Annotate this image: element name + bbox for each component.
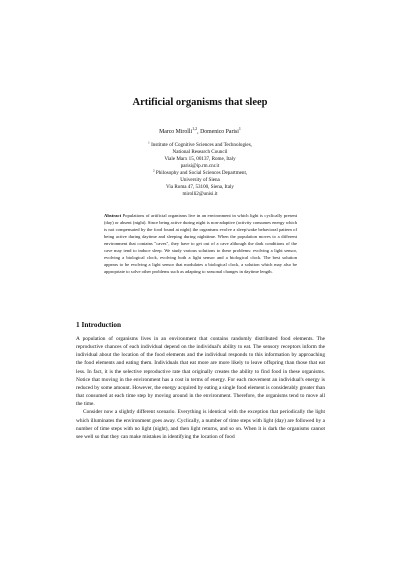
affiliation-email: parisi@ip.rm.cnr.it [180,163,220,169]
author-affiliation-mark: 1 [238,126,241,132]
author-line [0,126,400,136]
section-number: 1 [76,320,80,329]
affiliation-text: National Research Council [172,149,228,155]
affiliation-text: Philosophy and Social Sciences Department, [155,170,248,176]
affiliation-text: Institute of Cognitive Sciences and Technologies, [151,142,252,148]
affiliation-mark: 2 [152,168,155,173]
affiliation-line [0,149,400,156]
affiliation-line [0,156,400,163]
affiliation-line [0,170,400,177]
affiliation-text: Viale Marx 15, 00137, Rome, Italy [164,156,236,162]
author-separator: , [197,129,201,135]
body-paragraph: A population of organisms lives in an environment that contains randomly distributed food elements. The reproductive chances of each individual depend on the individual's ability to eat. The sensory receptors inform the individual about the location of the food elements and the individual responds to this information by approaching the food elements and eating them. Individuals that eat more are more likely to leave offspring than those that eat less. In fact, it is the selective reproductive rate that originally creates the ability to find food in these organisms. Notice that moving in the environment has a cost in terms of energy. For each movement an individual's energy is reduced by some amount. However, the energy acquired by eating a single food element is considerably greater than that consumed at each time step by moving around in the environment. Therefore, the organisms tend to move all the time. [76,336,325,408]
author-name: Marco Mirolli [159,129,193,135]
affiliation-email: mirolli2@unisi.it [182,191,218,197]
affiliation-mark: 1 [148,140,150,145]
abstract [104,213,297,276]
affiliations-block [0,142,400,198]
abstract-label: Abstract [104,213,122,218]
affiliation-line [0,191,400,198]
affiliation-line [0,184,400,191]
affiliation-text: Via Roma 47, 53100, Siena, Italy [166,184,234,190]
affiliation-line [0,177,400,184]
section-title: Introduction [81,320,122,329]
abstract-text: Populations of artificial organisms live in an environment in which light is cyclically present (day) or absent (night). Since being active during night is non-adaptive (activity consumes energy which is not compensated by the food found at night) the organisms evolve a sleep/wake behavioral pattern of being active during daytime and sleeping during nighttime. When the population moves to a different environment that contains "caves", they have to get out of a cave although the dark conditions of the cave may tend to induce sleep. We study various solutions to these problems: evolving a light sensor, evolving a biological clock, evolving both a light sensor and a biological clock. The best solution appears to be evolving a light sensor that modulates a biological clock, a solution which may also be appropriate to solve other problems such as adapting to seasonal changes in daytime length. [104,213,298,274]
section-heading [76,320,326,329]
author-affiliation-mark: 1,2 [192,126,198,132]
body-paragraph: Consider now a slightly different scenario. Everything is identical with the exception that periodically the light which illuminates the environment goes away. Cyclically, a number of time steps with light (day) are followed by a number of time steps with no light (night), and then light returns, and so on. When it is dark the organisms cannot see well so that they can make mistakes in identifying the location of food [76,409,325,440]
paper-title: Artificial organisms that sleep [132,97,268,108]
author-name: Domenico Parisi [200,129,239,135]
affiliation-line [0,142,400,149]
affiliation-text: University of Siena [180,177,220,183]
section-body [76,335,325,441]
